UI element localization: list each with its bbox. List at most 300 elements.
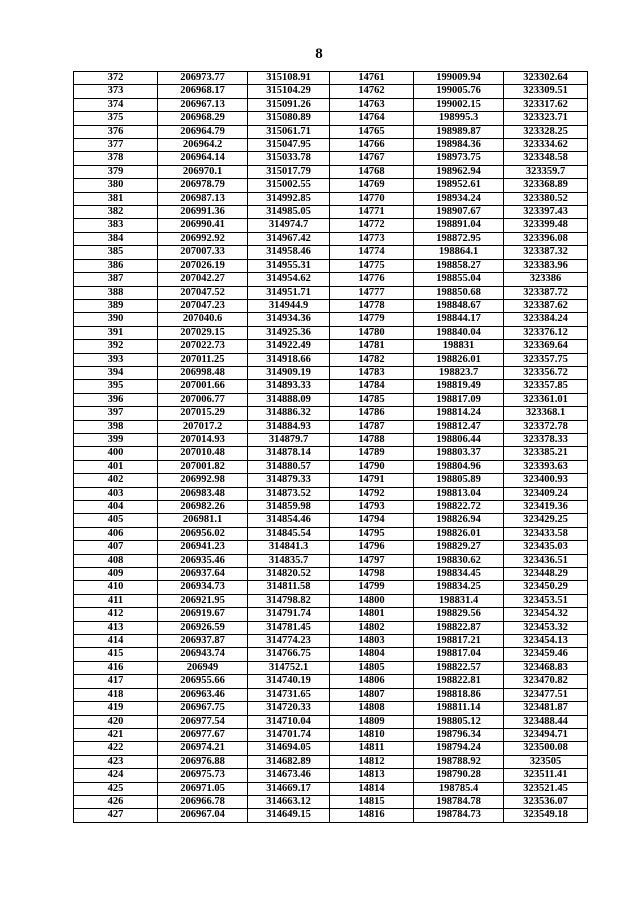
x-coordinate-cell: 206964.14: [158, 152, 248, 165]
y-coordinate-2-cell: 323334.62: [504, 139, 588, 152]
point-number-2-cell: 14804: [330, 648, 414, 661]
y-coordinate-2-cell: 323376.12: [504, 326, 588, 339]
x-coordinate-2-cell: 198858.27: [414, 259, 504, 272]
y-coordinate-cell: 314859.98: [248, 501, 330, 514]
x-coordinate-cell: 206943.74: [158, 648, 248, 661]
table-row: [74, 179, 588, 192]
y-coordinate-cell: 314880.57: [248, 460, 330, 473]
x-coordinate-2-cell: 198934.24: [414, 192, 504, 205]
table-row: [74, 487, 588, 500]
x-coordinate-2-cell: 198790.28: [414, 769, 504, 782]
point-number-2-cell: 14772: [330, 219, 414, 232]
point-number-cell: 399: [74, 433, 158, 446]
table-row: [74, 541, 588, 554]
table-row: [74, 447, 588, 460]
x-coordinate-cell: 206966.78: [158, 795, 248, 808]
y-coordinate-cell: 314781.45: [248, 621, 330, 634]
point-number-2-cell: 14797: [330, 554, 414, 567]
x-coordinate-2-cell: 198817.21: [414, 635, 504, 648]
x-coordinate-2-cell: 198995.3: [414, 112, 504, 125]
point-number-2-cell: 14776: [330, 273, 414, 286]
point-number-cell: 414: [74, 635, 158, 648]
table-row: [74, 782, 588, 795]
x-coordinate-cell: 206937.64: [158, 568, 248, 581]
y-coordinate-2-cell: 323453.51: [504, 594, 588, 607]
point-number-2-cell: 14771: [330, 206, 414, 219]
x-coordinate-2-cell: 198989.87: [414, 125, 504, 138]
point-number-cell: 419: [74, 702, 158, 715]
point-number-2-cell: 14807: [330, 688, 414, 701]
table-row: [74, 581, 588, 594]
y-coordinate-2-cell: 323368.1: [504, 407, 588, 420]
table-row: [74, 112, 588, 125]
point-number-cell: 409: [74, 568, 158, 581]
point-number-cell: 396: [74, 393, 158, 406]
point-number-cell: 383: [74, 219, 158, 232]
point-number-cell: 390: [74, 313, 158, 326]
y-coordinate-cell: 314701.74: [248, 728, 330, 741]
point-number-cell: 391: [74, 326, 158, 339]
y-coordinate-cell: 314955.31: [248, 259, 330, 272]
y-coordinate-2-cell: 323505: [504, 755, 588, 768]
x-coordinate-cell: 206983.48: [158, 487, 248, 500]
point-number-2-cell: 14810: [330, 728, 414, 741]
x-coordinate-2-cell: 198973.75: [414, 152, 504, 165]
y-coordinate-cell: 314682.89: [248, 755, 330, 768]
y-coordinate-cell: 314731.65: [248, 688, 330, 701]
y-coordinate-2-cell: 323380.52: [504, 192, 588, 205]
point-number-cell: 393: [74, 353, 158, 366]
point-number-cell: 373: [74, 85, 158, 98]
point-number-cell: 420: [74, 715, 158, 728]
y-coordinate-2-cell: 323488.44: [504, 715, 588, 728]
point-number-cell: 375: [74, 112, 158, 125]
table-row: [74, 635, 588, 648]
point-number-2-cell: 14800: [330, 594, 414, 607]
point-number-2-cell: 14795: [330, 527, 414, 540]
x-coordinate-cell: 207001.66: [158, 380, 248, 393]
point-number-2-cell: 14775: [330, 259, 414, 272]
x-coordinate-cell: 207015.29: [158, 407, 248, 420]
y-coordinate-cell: 314774.23: [248, 635, 330, 648]
y-coordinate-cell: 314673.46: [248, 769, 330, 782]
x-coordinate-cell: 206967.13: [158, 98, 248, 111]
y-coordinate-cell: 314873.52: [248, 487, 330, 500]
x-coordinate-cell: 206982.26: [158, 501, 248, 514]
x-coordinate-cell: 206964.79: [158, 125, 248, 138]
y-coordinate-cell: 314811.58: [248, 581, 330, 594]
point-number-2-cell: 14809: [330, 715, 414, 728]
point-number-cell: 411: [74, 594, 158, 607]
x-coordinate-cell: 207014.93: [158, 433, 248, 446]
x-coordinate-2-cell: 198840.04: [414, 326, 504, 339]
point-number-cell: 421: [74, 728, 158, 741]
x-coordinate-cell: 206970.1: [158, 165, 248, 178]
point-number-2-cell: 14782: [330, 353, 414, 366]
x-coordinate-2-cell: 198814.24: [414, 407, 504, 420]
point-number-cell: 398: [74, 420, 158, 433]
table-row: [74, 98, 588, 111]
y-coordinate-2-cell: 323459.46: [504, 648, 588, 661]
x-coordinate-2-cell: 198805.12: [414, 715, 504, 728]
x-coordinate-cell: 206977.54: [158, 715, 248, 728]
table-row: [74, 85, 588, 98]
point-number-2-cell: 14787: [330, 420, 414, 433]
y-coordinate-2-cell: 323387.72: [504, 286, 588, 299]
x-coordinate-cell: 206971.05: [158, 782, 248, 795]
table-row: [74, 527, 588, 540]
x-coordinate-cell: 206974.21: [158, 742, 248, 755]
x-coordinate-2-cell: 198826.94: [414, 514, 504, 527]
x-coordinate-2-cell: 198822.72: [414, 501, 504, 514]
x-coordinate-cell: 207042.27: [158, 273, 248, 286]
y-coordinate-cell: 314820.52: [248, 568, 330, 581]
point-number-cell: 387: [74, 273, 158, 286]
y-coordinate-2-cell: 323309.51: [504, 85, 588, 98]
x-coordinate-2-cell: 198872.95: [414, 232, 504, 245]
table-row: [74, 313, 588, 326]
point-number-2-cell: 14764: [330, 112, 414, 125]
y-coordinate-2-cell: 323369.64: [504, 340, 588, 353]
y-coordinate-cell: 315104.29: [248, 85, 330, 98]
table-row: [74, 192, 588, 205]
table-row: [74, 688, 588, 701]
y-coordinate-2-cell: 323378.33: [504, 433, 588, 446]
table-row: [74, 72, 588, 85]
table-row: [74, 407, 588, 420]
y-coordinate-2-cell: 323361.01: [504, 393, 588, 406]
x-coordinate-2-cell: 198829.27: [414, 541, 504, 554]
point-number-2-cell: 14766: [330, 139, 414, 152]
x-coordinate-2-cell: 198794.24: [414, 742, 504, 755]
y-coordinate-cell: 314879.7: [248, 433, 330, 446]
y-coordinate-2-cell: 323481.87: [504, 702, 588, 715]
x-coordinate-2-cell: 198962.94: [414, 165, 504, 178]
y-coordinate-2-cell: 323396.08: [504, 232, 588, 245]
x-coordinate-cell: 206956.02: [158, 527, 248, 540]
x-coordinate-cell: 206949: [158, 661, 248, 674]
y-coordinate-2-cell: 323368.89: [504, 179, 588, 192]
x-coordinate-2-cell: 198891.04: [414, 219, 504, 232]
point-number-cell: 374: [74, 98, 158, 111]
y-coordinate-2-cell: 323409.24: [504, 487, 588, 500]
x-coordinate-2-cell: 198831.4: [414, 594, 504, 607]
point-number-2-cell: 14767: [330, 152, 414, 165]
point-number-2-cell: 14806: [330, 675, 414, 688]
x-coordinate-cell: 207001.82: [158, 460, 248, 473]
point-number-2-cell: 14763: [330, 98, 414, 111]
x-coordinate-cell: 207026.19: [158, 259, 248, 272]
point-number-2-cell: 14805: [330, 661, 414, 674]
coordinates-table: [73, 71, 588, 823]
x-coordinate-2-cell: 198819.49: [414, 380, 504, 393]
y-coordinate-2-cell: 323387.32: [504, 246, 588, 259]
y-coordinate-cell: 314878.14: [248, 447, 330, 460]
y-coordinate-cell: 314669.17: [248, 782, 330, 795]
point-number-cell: 385: [74, 246, 158, 259]
point-number-cell: 418: [74, 688, 158, 701]
point-number-cell: 392: [74, 340, 158, 353]
point-number-2-cell: 14788: [330, 433, 414, 446]
y-coordinate-cell: 314893.33: [248, 380, 330, 393]
y-coordinate-2-cell: 323477.51: [504, 688, 588, 701]
table-row: [74, 795, 588, 808]
y-coordinate-2-cell: 323323.71: [504, 112, 588, 125]
point-number-2-cell: 14812: [330, 755, 414, 768]
table-row: [74, 648, 588, 661]
table-row: [74, 206, 588, 219]
table-row: [74, 326, 588, 339]
y-coordinate-2-cell: 323357.85: [504, 380, 588, 393]
x-coordinate-2-cell: 198952.61: [414, 179, 504, 192]
point-number-2-cell: 14790: [330, 460, 414, 473]
y-coordinate-2-cell: 323348.58: [504, 152, 588, 165]
point-number-cell: 415: [74, 648, 158, 661]
x-coordinate-cell: 206967.04: [158, 809, 248, 822]
x-coordinate-cell: 206973.77: [158, 72, 248, 85]
y-coordinate-cell: 314740.19: [248, 675, 330, 688]
point-number-2-cell: 14777: [330, 286, 414, 299]
table-row: [74, 165, 588, 178]
y-coordinate-2-cell: 323494.71: [504, 728, 588, 741]
x-coordinate-2-cell: 199002.15: [414, 98, 504, 111]
table-row: [74, 219, 588, 232]
point-number-2-cell: 14768: [330, 165, 414, 178]
point-number-2-cell: 14786: [330, 407, 414, 420]
x-coordinate-cell: 206964.2: [158, 139, 248, 152]
point-number-2-cell: 14779: [330, 313, 414, 326]
table-row: [74, 232, 588, 245]
point-number-cell: 413: [74, 621, 158, 634]
x-coordinate-2-cell: 198805.89: [414, 474, 504, 487]
point-number-2-cell: 14792: [330, 487, 414, 500]
table-row: [74, 474, 588, 487]
y-coordinate-cell: 314888.09: [248, 393, 330, 406]
table-row: [74, 608, 588, 621]
x-coordinate-2-cell: 198784.73: [414, 809, 504, 822]
point-number-cell: 405: [74, 514, 158, 527]
x-coordinate-2-cell: 198811.14: [414, 702, 504, 715]
page-number: 8: [315, 46, 323, 62]
y-coordinate-cell: 314791.74: [248, 608, 330, 621]
point-number-cell: 389: [74, 299, 158, 312]
table-row: [74, 554, 588, 567]
x-coordinate-cell: 207047.52: [158, 286, 248, 299]
y-coordinate-2-cell: 323453.32: [504, 621, 588, 634]
y-coordinate-2-cell: 323511.41: [504, 769, 588, 782]
x-coordinate-2-cell: 198826.01: [414, 353, 504, 366]
point-number-2-cell: 14815: [330, 795, 414, 808]
table-row: [74, 273, 588, 286]
point-number-cell: 401: [74, 460, 158, 473]
y-coordinate-cell: 315033.78: [248, 152, 330, 165]
table-row: [74, 139, 588, 152]
y-coordinate-cell: 314663.12: [248, 795, 330, 808]
point-number-cell: 426: [74, 795, 158, 808]
y-coordinate-cell: 314985.05: [248, 206, 330, 219]
y-coordinate-cell: 314918.66: [248, 353, 330, 366]
point-number-cell: 379: [74, 165, 158, 178]
y-coordinate-cell: 315080.89: [248, 112, 330, 125]
x-coordinate-cell: 206990.41: [158, 219, 248, 232]
y-coordinate-2-cell: 323521.45: [504, 782, 588, 795]
x-coordinate-cell: 206963.46: [158, 688, 248, 701]
table-row: [74, 433, 588, 446]
y-coordinate-cell: 315017.79: [248, 165, 330, 178]
x-coordinate-2-cell: 198803.37: [414, 447, 504, 460]
x-coordinate-cell: 207006.77: [158, 393, 248, 406]
y-coordinate-2-cell: 323386: [504, 273, 588, 286]
x-coordinate-2-cell: 198831: [414, 340, 504, 353]
x-coordinate-2-cell: 198796.34: [414, 728, 504, 741]
x-coordinate-cell: 207017.2: [158, 420, 248, 433]
y-coordinate-2-cell: 323400.93: [504, 474, 588, 487]
y-coordinate-cell: 314944.9: [248, 299, 330, 312]
table-row: [74, 152, 588, 165]
y-coordinate-2-cell: 323357.75: [504, 353, 588, 366]
point-number-cell: 378: [74, 152, 158, 165]
y-coordinate-cell: 314951.71: [248, 286, 330, 299]
y-coordinate-2-cell: 323397.43: [504, 206, 588, 219]
y-coordinate-cell: 314649.15: [248, 809, 330, 822]
table-row: [74, 340, 588, 353]
y-coordinate-cell: 314909.19: [248, 366, 330, 379]
y-coordinate-2-cell: 323470.82: [504, 675, 588, 688]
x-coordinate-2-cell: 198813.04: [414, 487, 504, 500]
x-coordinate-2-cell: 198984.36: [414, 139, 504, 152]
table-row: [74, 742, 588, 755]
x-coordinate-cell: 206998.48: [158, 366, 248, 379]
x-coordinate-cell: 206926.59: [158, 621, 248, 634]
y-coordinate-2-cell: 323387.62: [504, 299, 588, 312]
x-coordinate-2-cell: 198834.25: [414, 581, 504, 594]
x-coordinate-2-cell: 199009.94: [414, 72, 504, 85]
x-coordinate-2-cell: 198817.04: [414, 648, 504, 661]
point-number-cell: 423: [74, 755, 158, 768]
x-coordinate-2-cell: 198822.57: [414, 661, 504, 674]
y-coordinate-cell: 314934.36: [248, 313, 330, 326]
table-row: [74, 393, 588, 406]
y-coordinate-cell: 315091.26: [248, 98, 330, 111]
y-coordinate-cell: 314992.85: [248, 192, 330, 205]
x-coordinate-2-cell: 198834.45: [414, 568, 504, 581]
point-number-2-cell: 14808: [330, 702, 414, 715]
x-coordinate-cell: 206975.73: [158, 769, 248, 782]
point-number-2-cell: 14811: [330, 742, 414, 755]
x-coordinate-2-cell: 198822.81: [414, 675, 504, 688]
point-number-cell: 380: [74, 179, 158, 192]
table-row: [74, 568, 588, 581]
point-number-2-cell: 14798: [330, 568, 414, 581]
point-number-2-cell: 14781: [330, 340, 414, 353]
y-coordinate-cell: 314798.82: [248, 594, 330, 607]
table-row: [74, 246, 588, 259]
x-coordinate-cell: 207022.73: [158, 340, 248, 353]
y-coordinate-cell: 314841.3: [248, 541, 330, 554]
x-coordinate-2-cell: 198830.62: [414, 554, 504, 567]
table-row: [74, 715, 588, 728]
point-number-2-cell: 14773: [330, 232, 414, 245]
point-number-cell: 388: [74, 286, 158, 299]
y-coordinate-2-cell: 323468.83: [504, 661, 588, 674]
x-coordinate-2-cell: 198784.78: [414, 795, 504, 808]
x-coordinate-2-cell: 198829.56: [414, 608, 504, 621]
point-number-2-cell: 14801: [330, 608, 414, 621]
x-coordinate-cell: 206935.46: [158, 554, 248, 567]
point-number-cell: 412: [74, 608, 158, 621]
x-coordinate-cell: 206968.29: [158, 112, 248, 125]
y-coordinate-2-cell: 323536.07: [504, 795, 588, 808]
table-row: [74, 702, 588, 715]
y-coordinate-2-cell: 323448.29: [504, 568, 588, 581]
y-coordinate-2-cell: 323549.18: [504, 809, 588, 822]
point-number-2-cell: 14784: [330, 380, 414, 393]
x-coordinate-2-cell: 198864.1: [414, 246, 504, 259]
table-row: [74, 501, 588, 514]
y-coordinate-cell: 314884.93: [248, 420, 330, 433]
point-number-2-cell: 14796: [330, 541, 414, 554]
y-coordinate-cell: 314694.05: [248, 742, 330, 755]
x-coordinate-2-cell: 198818.86: [414, 688, 504, 701]
y-coordinate-cell: 314967.42: [248, 232, 330, 245]
y-coordinate-2-cell: 323429.25: [504, 514, 588, 527]
table-row: [74, 366, 588, 379]
y-coordinate-2-cell: 323419.36: [504, 501, 588, 514]
y-coordinate-2-cell: 323433.58: [504, 527, 588, 540]
point-number-cell: 422: [74, 742, 158, 755]
x-coordinate-cell: 206992.98: [158, 474, 248, 487]
point-number-cell: 397: [74, 407, 158, 420]
y-coordinate-cell: 314922.49: [248, 340, 330, 353]
point-number-cell: 425: [74, 782, 158, 795]
point-number-2-cell: 14794: [330, 514, 414, 527]
y-coordinate-2-cell: 323454.32: [504, 608, 588, 621]
x-coordinate-cell: 206919.67: [158, 608, 248, 621]
point-number-2-cell: 14816: [330, 809, 414, 822]
point-number-cell: 372: [74, 72, 158, 85]
y-coordinate-cell: 315061.71: [248, 125, 330, 138]
point-number-2-cell: 14778: [330, 299, 414, 312]
y-coordinate-2-cell: 323383.96: [504, 259, 588, 272]
coordinates-table-body: [74, 72, 588, 823]
y-coordinate-cell: 314886.32: [248, 407, 330, 420]
x-coordinate-2-cell: 198785.4: [414, 782, 504, 795]
x-coordinate-2-cell: 198826.01: [414, 527, 504, 540]
y-coordinate-cell: 314720.33: [248, 702, 330, 715]
y-coordinate-2-cell: 323500.08: [504, 742, 588, 755]
x-coordinate-cell: 206937.87: [158, 635, 248, 648]
y-coordinate-cell: 315002.55: [248, 179, 330, 192]
point-number-2-cell: 14803: [330, 635, 414, 648]
y-coordinate-cell: 314879.33: [248, 474, 330, 487]
x-coordinate-2-cell: 198804.96: [414, 460, 504, 473]
y-coordinate-2-cell: 323399.48: [504, 219, 588, 232]
point-number-cell: 416: [74, 661, 158, 674]
x-coordinate-cell: 207029.15: [158, 326, 248, 339]
x-coordinate-cell: 206967.75: [158, 702, 248, 715]
x-coordinate-2-cell: 198788.92: [414, 755, 504, 768]
y-coordinate-cell: 314710.04: [248, 715, 330, 728]
point-number-2-cell: 14789: [330, 447, 414, 460]
x-coordinate-2-cell: 198844.17: [414, 313, 504, 326]
y-coordinate-cell: 314752.1: [248, 661, 330, 674]
point-number-2-cell: 14813: [330, 769, 414, 782]
y-coordinate-cell: 315047.95: [248, 139, 330, 152]
y-coordinate-cell: 314974.7: [248, 219, 330, 232]
point-number-cell: 394: [74, 366, 158, 379]
table-row: [74, 353, 588, 366]
point-number-cell: 404: [74, 501, 158, 514]
